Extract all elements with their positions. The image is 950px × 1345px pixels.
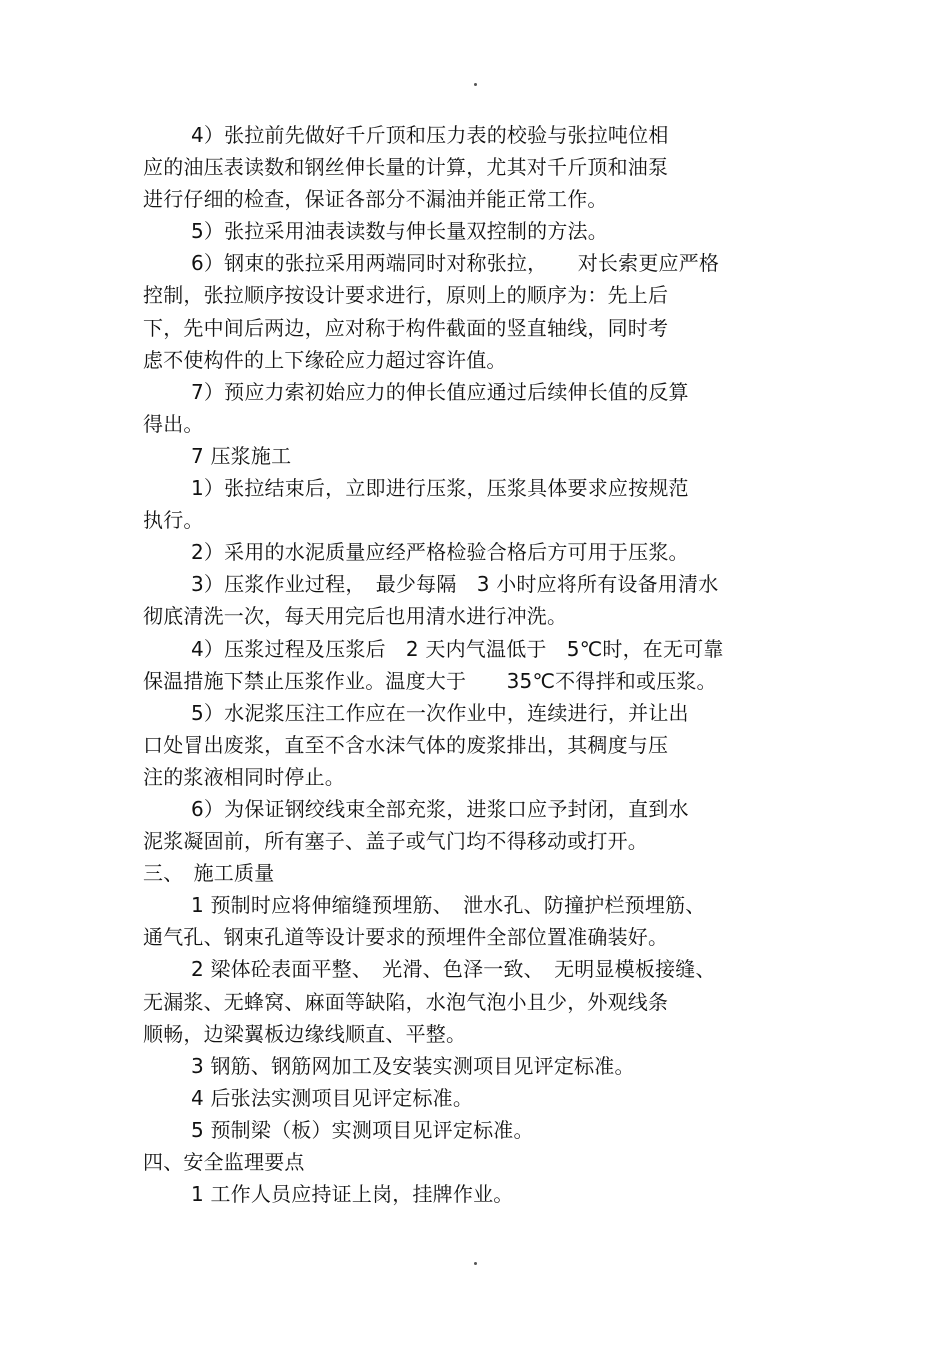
text-line: 注的浆液相同时停止。 <box>143 764 345 789</box>
text-line: 5）张拉采用油表读数与伸长量双控制的方法。 <box>191 219 608 244</box>
text-line: 5 预制梁（板）实测项目见评定标准。 <box>191 1117 534 1142</box>
text-line: 口处冒出废浆，直至不含水沫气体的废浆排出，其稠度与压 <box>143 732 669 757</box>
text-line: 3）压浆作业过程， 最少每隔 3 小时应将所有设备用清水 <box>191 572 719 597</box>
text-line: 泥浆凝固前，所有塞子、盖子或气门均不得移动或打开。 <box>143 829 648 854</box>
text-line: 彻底清洗一次，每天用完后也用清水进行冲洗。 <box>143 604 568 629</box>
text-line: 4）压浆过程及压浆后 2 天内气温低于 5℃时，在无可靠 <box>191 636 724 661</box>
text-line: 7）预应力索初始应力的伸长值应通过后续伸长值的反算 <box>191 379 689 404</box>
text-line: 6）钢束的张拉采用两端同时对称张拉， 对长索更应严格 <box>191 251 720 276</box>
text-line: 控制，张拉顺序按设计要求进行，原则上的顺序为：先上后 <box>143 283 669 308</box>
text-line: 4 后张法实测项目见评定标准。 <box>191 1085 474 1110</box>
text-line: 得出。 <box>143 411 204 436</box>
text-line: 2）采用的水泥质量应经严格检验合格后方可用于压浆。 <box>191 540 689 565</box>
document-body <box>143 119 803 1210</box>
text-line: 三、 施工质量 <box>143 861 275 886</box>
text-line: 2 梁体砼表面平整、 光滑、色泽一致、 无明显模板接缝、 <box>191 957 716 982</box>
text-line: 虑不使构件的上下缘砼应力超过容许值。 <box>143 347 507 372</box>
text-line: 1）张拉结束后，立即进行压浆，压浆具体要求应按规范 <box>191 476 689 501</box>
text-line: 执行。 <box>143 508 204 533</box>
text-line: 无漏浆、无蜂窝、麻面等缺陷，水泡气泡小且少，外观线条 <box>143 989 669 1014</box>
text-line: 进行仔细的检查，保证各部分不漏油并能正常工作。 <box>143 187 608 212</box>
top-page-mark <box>474 83 477 86</box>
text-line: 通气孔、钢束孔道等设计要求的预埋件全部位置准确装好。 <box>143 925 669 950</box>
text-line: 应的油压表读数和钢丝伸长量的计算，尤其对千斤顶和油泵 <box>143 155 669 180</box>
bottom-page-mark <box>474 1262 477 1265</box>
text-line: 7 压浆施工 <box>191 443 292 468</box>
text-line: 顺畅，边梁翼板边缘线顺直、平整。 <box>143 1021 467 1046</box>
text-line: 四、安全监理要点 <box>143 1150 305 1174</box>
text-line: 3 钢筋、钢筋网加工及安装实测项目见评定标准。 <box>191 1053 635 1078</box>
text-line: 下，先中间后两边，应对称于构件截面的竖直轴线，同时考 <box>143 315 669 340</box>
text-line: 1 预制时应将伸缩缝预埋筋、 泄水孔、防撞护栏预埋筋、 <box>191 893 706 918</box>
text-line: 5）水泥浆压注工作应在一次作业中，连续进行，并让出 <box>191 700 689 725</box>
text-line: 4）张拉前先做好千斤顶和压力表的校验与张拉吨位相 <box>191 123 669 147</box>
text-line: 6）为保证钢绞线束全部充浆，进浆口应予封闭，直到水 <box>191 796 689 821</box>
text-line: 保温措施下禁止压浆作业。温度大于 35℃不得拌和或压浆。 <box>143 668 717 693</box>
text-line: 1 工作人员应持证上岗，挂牌作业。 <box>191 1182 514 1207</box>
